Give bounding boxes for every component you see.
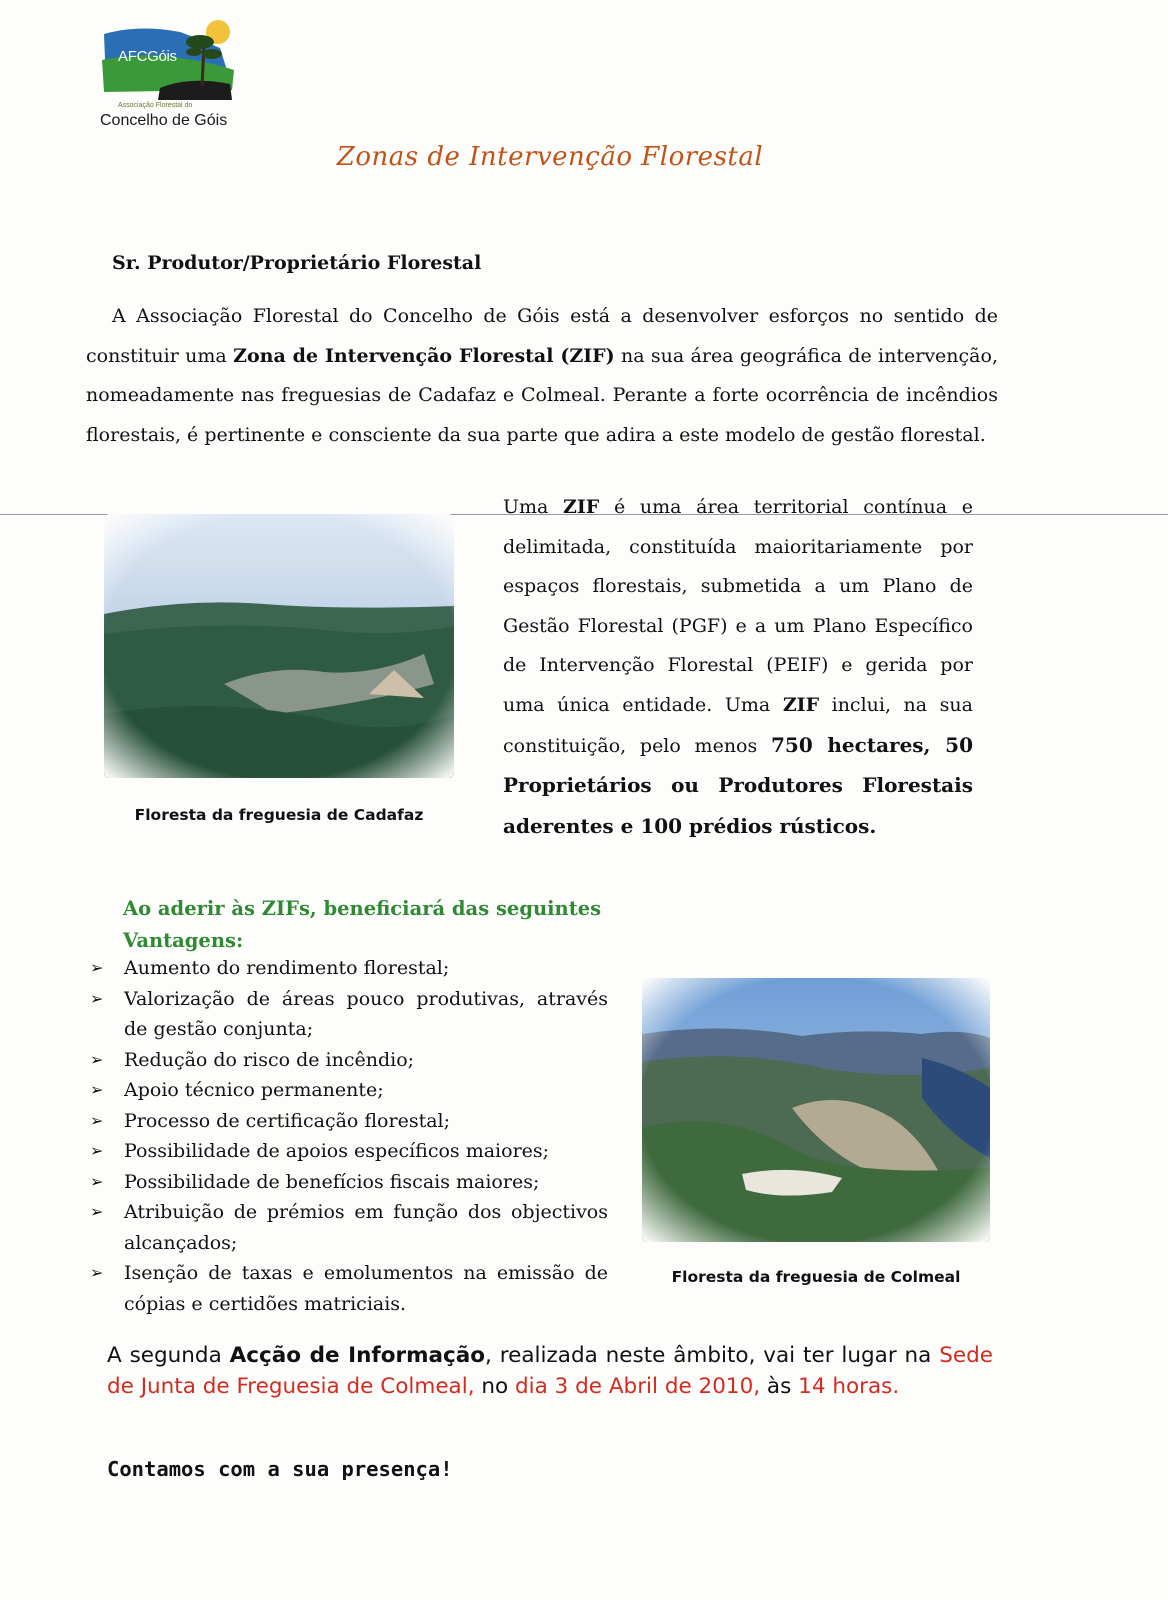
- arrow-bullet-icon: ➢: [90, 1049, 104, 1069]
- arrow-bullet-icon: ➢: [90, 958, 104, 977]
- event-text-3: no: [474, 1374, 515, 1399]
- event-text-4: às: [760, 1374, 799, 1399]
- advantage-text: Processo de certificação florestal;: [124, 1109, 451, 1132]
- document-title: Zonas de Intervenção Florestal: [336, 142, 764, 172]
- advantage-text: Possibilidade de benefícios fiscais maiores;: [124, 1170, 540, 1193]
- photo-colmeal-forest: [642, 978, 990, 1242]
- advantages-list: [88, 953, 608, 1319]
- advantage-item: [88, 1197, 608, 1258]
- closing-line: Contamos com a sua presença!: [107, 1457, 453, 1481]
- logo-lettering: AFCGóis: [118, 48, 177, 65]
- intro-paragraph: [86, 297, 998, 455]
- advantage-item: [88, 1136, 608, 1167]
- advantage-item: [88, 1075, 608, 1106]
- advantage-text: Valorização de áreas pouco produtivas, através de gestão conjunta;: [124, 987, 608, 1040]
- advantages-heading: Ao aderir às ZIFs, beneficiará das seguintes Vantagens:: [123, 897, 602, 952]
- event-text-1: A segunda: [107, 1343, 230, 1368]
- event-time: 14 horas.: [798, 1374, 900, 1399]
- zif-definition: [503, 488, 973, 847]
- advantage-item: [88, 953, 608, 984]
- photo-caption-cadafaz: Floresta da freguesia de Cadafaz: [134, 806, 424, 824]
- event-bold: Acção de Informação: [229, 1343, 486, 1368]
- arrow-bullet-icon: ➢: [90, 1263, 104, 1282]
- advantage-text: Possibilidade de apoios específicos maiores;: [124, 1140, 550, 1162]
- logo-subtitle: Associação Florestal do: [118, 102, 193, 109]
- advantage-text: Isenção de taxas e emolumentos na emissão de cópias e certidões matriciais.: [124, 1262, 608, 1315]
- advantage-text: Atribuição de prémios em função dos objectivos alcançados;: [124, 1201, 608, 1254]
- intro-text-2: na sua área geográfica de intervenção, nomeadamente nas freguesias de Cadafaz e Colmeal. Perante a forte ocorrência de incêndios florestais, é pertinente e consciente da sua parte que adira a este modelo de gestão florestal.: [86, 344, 998, 446]
- zif-text-1: Uma: [503, 496, 564, 518]
- logo-name: Concelho de Góis: [100, 112, 228, 129]
- zif-bold-1: ZIF: [563, 496, 600, 518]
- logo: [100, 18, 240, 138]
- advantage-item: [88, 1167, 608, 1198]
- arrow-bullet-icon: ➢: [90, 1141, 104, 1160]
- arrow-bullet-icon: ➢: [90, 1080, 104, 1099]
- event-text-2: , realizada neste âmbito, vai ter lugar na: [485, 1343, 940, 1368]
- zif-text-2: é uma área territorial contínua e delimitada, constituída maioritariamente por espaços florestais, submetida a um Plano de Gestão Florestal (PGF) e a um Plano Específico de Intervenção Florestal (PEIF) e gerida por uma única entidade. Uma: [503, 496, 973, 716]
- event-announcement: [107, 1340, 993, 1402]
- arrow-bullet-icon: ➢: [90, 1171, 104, 1191]
- advantage-item: [88, 984, 608, 1045]
- event-date: dia 3 de Abril de 2010,: [515, 1374, 761, 1399]
- zif-text-3: inclui, na sua constituição, pelo menos: [503, 693, 973, 757]
- advantage-text: Redução do risco de incêndio;: [124, 1048, 415, 1071]
- advantage-item: [88, 1045, 608, 1076]
- intro-text-1: A Associação Florestal do Concelho de Góis está a desenvolver esforços no sentido de constituir uma: [86, 305, 998, 367]
- advantage-text: Aumento do rendimento florestal;: [124, 957, 450, 979]
- advantage-text: Apoio técnico permanente;: [124, 1079, 384, 1101]
- intro-bold: Zona de Intervenção Florestal (ZIF): [233, 344, 615, 367]
- advantage-item: [88, 1258, 608, 1319]
- arrow-bullet-icon: ➢: [90, 988, 104, 1008]
- zif-bold-2: ZIF: [782, 693, 820, 716]
- advantage-item: [88, 1106, 608, 1137]
- event-location: Sede de Junta de Freguesia de Colmeal,: [107, 1343, 993, 1399]
- arrow-bullet-icon: ➢: [90, 1110, 104, 1130]
- arrow-bullet-icon: ➢: [90, 1202, 104, 1221]
- photo-caption-colmeal: Floresta da freguesia de Colmeal: [671, 1268, 961, 1286]
- salutation: Sr. Produtor/Proprietário Florestal: [112, 252, 482, 274]
- zif-bold-3: 750 hectares, 50 Proprietários ou Produtores Florestais aderentes e 100 prédios rústicos.: [503, 732, 973, 838]
- photo-cadafaz-forest: [104, 514, 454, 778]
